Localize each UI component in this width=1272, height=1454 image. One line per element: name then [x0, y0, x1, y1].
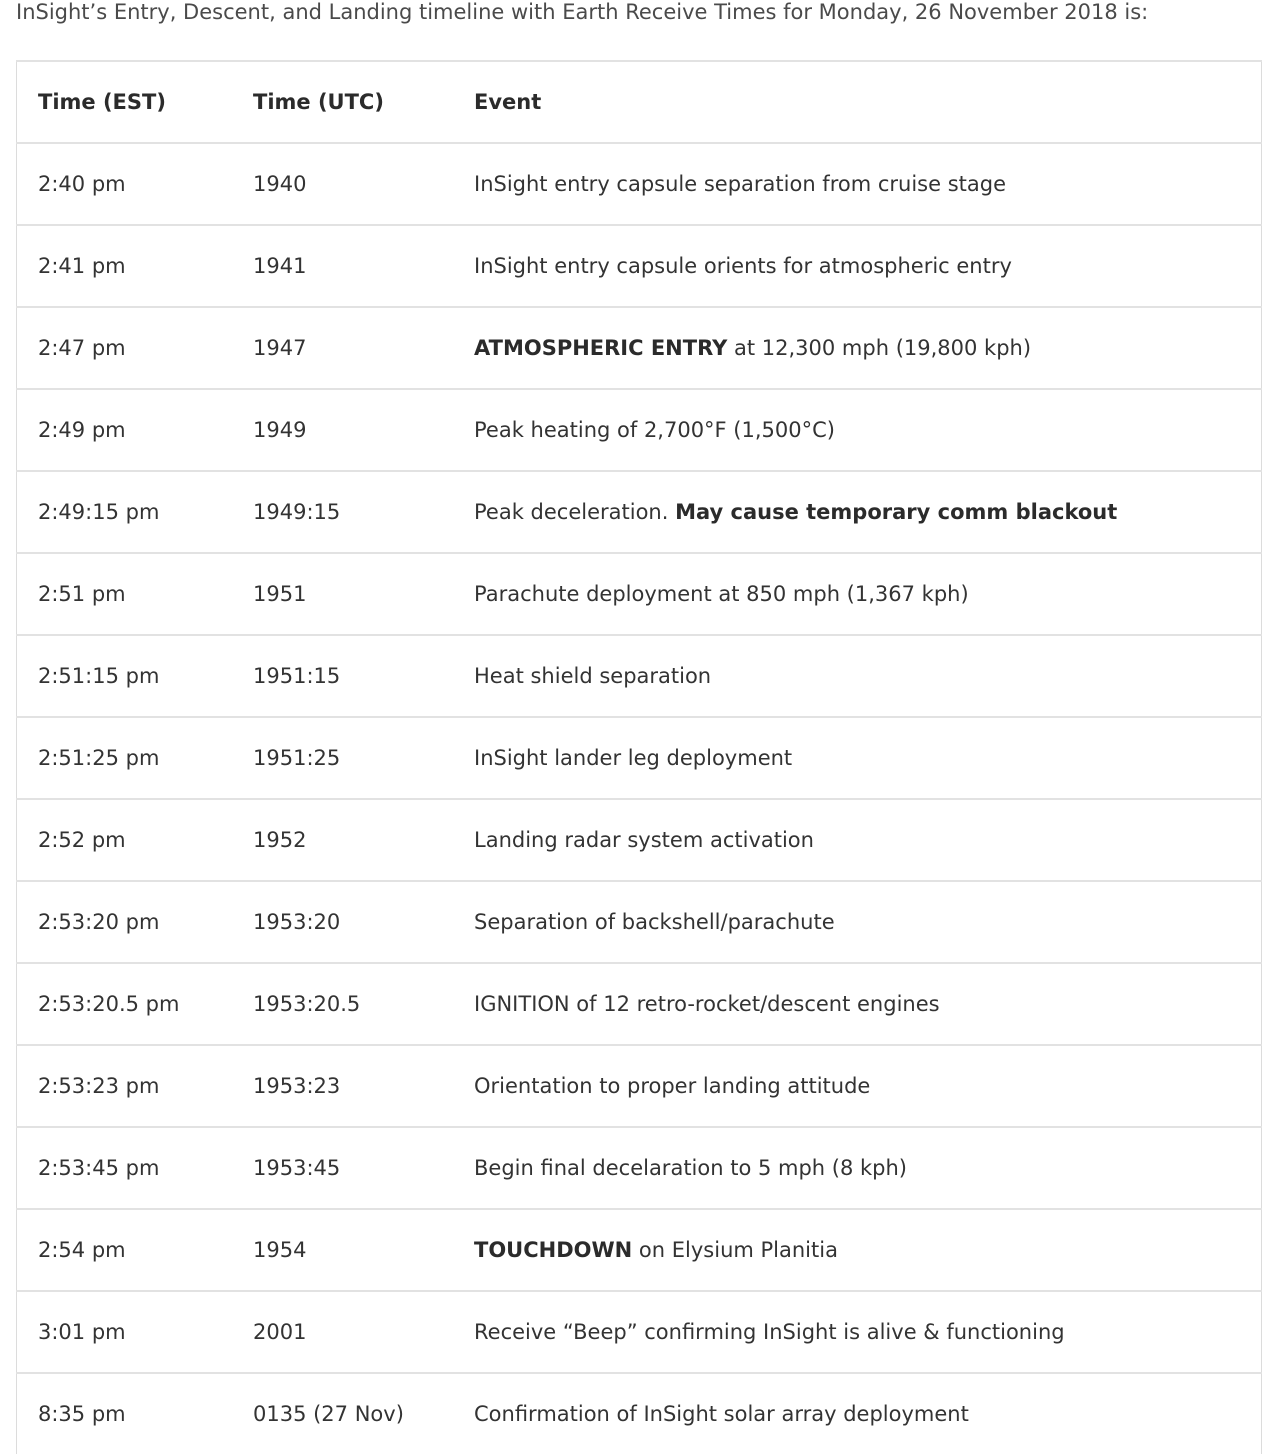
table-row	[17, 553, 1262, 635]
cell-time-utc: 1949:15	[232, 471, 453, 553]
table-row	[17, 389, 1262, 471]
cell-time-utc: 1940	[232, 143, 453, 225]
event-text-emphasis: TOUCHDOWN	[474, 1238, 633, 1262]
cell-event	[453, 963, 1262, 1045]
cell-time-utc: 1952	[232, 799, 453, 881]
event-text: on Elysium Planitia	[632, 1238, 838, 1262]
cell-time-est: 2:53:20.5 pm	[17, 963, 233, 1045]
table-row	[17, 717, 1262, 799]
event-text: InSight entry capsule orients for atmospheric entry	[474, 254, 1012, 278]
cell-time-utc: 1951:15	[232, 635, 453, 717]
table-row	[17, 963, 1262, 1045]
table-row	[17, 471, 1262, 553]
cell-event	[453, 143, 1262, 225]
cell-event	[453, 1127, 1262, 1209]
event-text: Orientation to proper landing attitude	[474, 1074, 871, 1098]
cell-event	[453, 635, 1262, 717]
cell-time-est: 2:53:45 pm	[17, 1127, 233, 1209]
table-row	[17, 1373, 1262, 1454]
event-text: IGNITION of 12 retro-rocket/descent engines	[474, 992, 940, 1016]
header-event: Event	[453, 61, 1262, 143]
event-text-emphasis: May cause temporary comm blackout	[675, 500, 1118, 524]
cell-time-est: 8:35 pm	[17, 1373, 233, 1454]
cell-time-est: 2:47 pm	[17, 307, 233, 389]
cell-time-est: 2:40 pm	[17, 143, 233, 225]
cell-time-est: 2:49 pm	[17, 389, 233, 471]
cell-time-utc: 1951	[232, 553, 453, 635]
event-text: Parachute deployment at 850 mph (1,367 kph)	[474, 582, 969, 606]
cell-event	[453, 1045, 1262, 1127]
table-row	[17, 881, 1262, 963]
cell-time-est: 2:53:20 pm	[17, 881, 233, 963]
table-row	[17, 1127, 1262, 1209]
cell-event	[453, 799, 1262, 881]
cell-time-est: 2:51:25 pm	[17, 717, 233, 799]
cell-event	[453, 307, 1262, 389]
table-header-row	[17, 61, 1262, 143]
event-text: Peak heating of 2,700°F (1,500°C)	[474, 418, 835, 442]
table-row	[17, 143, 1262, 225]
cell-event	[453, 471, 1262, 553]
event-text: InSight lander leg deployment	[474, 746, 793, 770]
intro-text: InSight’s Entry, Descent, and Landing timeline with Earth Receive Times for Monday, 26 November 2018 is:	[16, 0, 1149, 24]
cell-event	[453, 553, 1262, 635]
cell-event	[453, 881, 1262, 963]
header-time-est: Time (EST)	[17, 61, 233, 143]
header-time-utc: Time (UTC)	[232, 61, 453, 143]
cell-time-utc: 1941	[232, 225, 453, 307]
table-row	[17, 1209, 1262, 1291]
cell-time-est: 2:49:15 pm	[17, 471, 233, 553]
cell-time-est: 2:51 pm	[17, 553, 233, 635]
table-row	[17, 799, 1262, 881]
table-row	[17, 1291, 1262, 1373]
cell-time-utc: 1953:20	[232, 881, 453, 963]
cell-time-est: 2:54 pm	[17, 1209, 233, 1291]
cell-event	[453, 717, 1262, 799]
cell-time-utc: 0135 (27 Nov)	[232, 1373, 453, 1454]
cell-time-utc: 2001	[232, 1291, 453, 1373]
event-text: Begin final decelaration to 5 mph (8 kph)	[474, 1156, 908, 1180]
cell-event	[453, 1291, 1262, 1373]
event-text: Receive “Beep” confirming InSight is alive & functioning	[474, 1320, 1065, 1344]
cell-time-utc: 1947	[232, 307, 453, 389]
cell-time-utc: 1953:45	[232, 1127, 453, 1209]
cell-time-utc: 1954	[232, 1209, 453, 1291]
cell-time-utc: 1953:20.5	[232, 963, 453, 1045]
event-text-emphasis: ATMOSPHERIC ENTRY	[474, 336, 728, 360]
table-row	[17, 1045, 1262, 1127]
event-text: InSight entry capsule separation from cruise stage	[474, 172, 1007, 196]
cell-time-est: 2:51:15 pm	[17, 635, 233, 717]
cell-event	[453, 1209, 1262, 1291]
table-row	[17, 635, 1262, 717]
cell-time-est: 2:41 pm	[17, 225, 233, 307]
event-text: Landing radar system activation	[474, 828, 814, 852]
event-text: Heat shield separation	[474, 664, 712, 688]
cell-time-utc: 1949	[232, 389, 453, 471]
cell-time-est: 2:52 pm	[17, 799, 233, 881]
cell-time-utc: 1951:25	[232, 717, 453, 799]
cell-event	[453, 389, 1262, 471]
table-row	[17, 307, 1262, 389]
event-text: Separation of backshell/parachute	[474, 910, 835, 934]
event-text: at 12,300 mph (19,800 kph)	[727, 336, 1032, 360]
edl-timeline-table	[16, 60, 1262, 1454]
cell-time-est: 2:53:23 pm	[17, 1045, 233, 1127]
cell-time-utc: 1953:23	[232, 1045, 453, 1127]
event-text-prefix: Peak deceleration.	[474, 500, 676, 524]
cell-time-est: 3:01 pm	[17, 1291, 233, 1373]
cell-event	[453, 1373, 1262, 1454]
cell-event	[453, 225, 1262, 307]
table-row	[17, 225, 1262, 307]
event-text: Confirmation of InSight solar array deployment	[474, 1402, 969, 1426]
